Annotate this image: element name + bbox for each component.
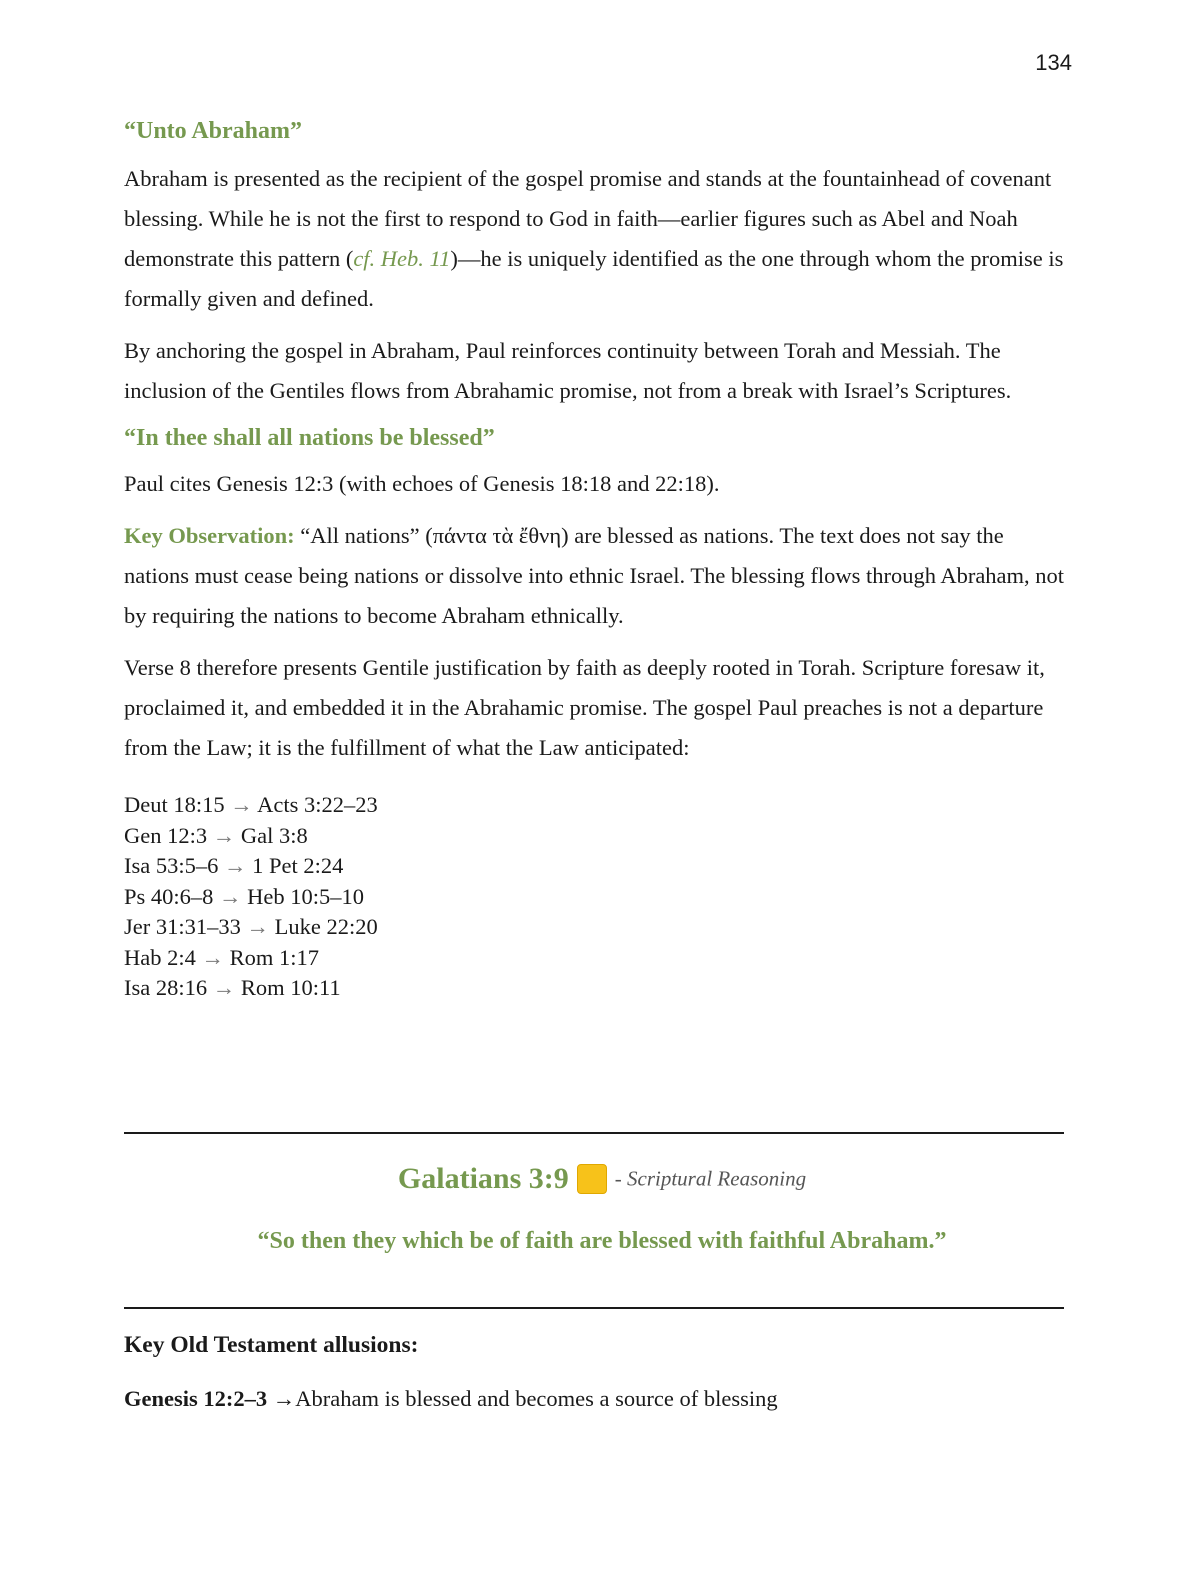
- reference-item: [124, 973, 1069, 1004]
- divider-top: [124, 1132, 1064, 1134]
- verse-title: Galatians 3:9: [397, 1162, 569, 1195]
- cross-reference-hebrews: cf. Heb. 11: [353, 246, 451, 271]
- reference-item: [124, 912, 1069, 943]
- section-heading-nations-blessed: “In thee shall all nations be blessed”: [124, 425, 495, 451]
- allusion-item: [124, 1386, 1069, 1412]
- reference-to: Heb 10:5–10: [247, 883, 365, 909]
- reference-to: Rom 10:11: [240, 975, 341, 1000]
- reference-to: Gal 3:8: [240, 822, 308, 848]
- paragraph-key-observation: [124, 516, 1069, 636]
- arrow-right-icon: →: [201, 944, 224, 970]
- arrow-right-icon: →: [224, 853, 247, 878]
- reference-to: Acts 3:22–23: [257, 792, 378, 817]
- reference-item: [124, 851, 1069, 882]
- arrow-right-icon: →: [272, 1386, 296, 1411]
- arrow-right-icon: →: [212, 975, 236, 1000]
- paragraph-anchoring-gospel: By anchoring the gospel in Abraham, Paul reinforces continuity between Torah and Messiah. The inclusion of the Gentiles flows from Abrahamic promise, not from a break with Israel’s Scriptures.: [124, 338, 1012, 403]
- verse-subtitle: - Scriptural Reasoning: [614, 1166, 807, 1191]
- reference-item: [124, 790, 1069, 821]
- reference-to: Luke 22:20: [274, 914, 378, 939]
- arrow-right-icon: →: [230, 792, 253, 817]
- reference-from: Ps 40:6–8: [124, 883, 214, 909]
- paragraph-text: Abraham is presented as the recipient of the gospel promise and stands at the fountainhead of covenant blessing. While he is not the first to respond to God in faith—earlier figures such as Abel and Noah demonstrate this pattern (: [124, 166, 1052, 271]
- reference-from: Deut 18:15: [124, 792, 225, 817]
- paragraph-text: )—he is uniquely identified as the one through whom the promise is formally given and defined.: [124, 246, 1064, 311]
- reference-from: Hab 2:4: [124, 944, 196, 970]
- section-heading-unto-abraham: “Unto Abraham”: [124, 118, 303, 144]
- arrow-right-icon: →: [219, 883, 242, 909]
- allusions-label: Key Old Testament allusions:: [124, 1332, 419, 1358]
- reference-to: Rom 1:17: [229, 944, 320, 970]
- arrow-right-icon: →: [246, 914, 269, 939]
- reference-from: Gen 12:3: [124, 822, 208, 848]
- reference-item: [124, 882, 1069, 913]
- key-observation-label: Key Observation:: [124, 523, 295, 548]
- reference-item: [124, 821, 1069, 852]
- reference-from: Isa 53:5–6: [124, 853, 219, 878]
- reference-from: Jer 31:31–33: [124, 914, 241, 939]
- page-number: 134: [1035, 50, 1072, 75]
- reference-list: [124, 790, 1069, 1004]
- paragraph-genesis-citation: Paul cites Genesis 12:3 (with echoes of Genesis 18:18 and 22:18).: [124, 471, 720, 496]
- paragraph-abraham-recipient: [124, 159, 1069, 319]
- key-observation-text: “All nations” (πάντα τὰ ἔθνη) are blessed as nations. The text does not say the nations must cease being nations or dissolve into ethnic Israel. The blessing flows through Abraham, not by requiring the nations to become Abraham ethnically.: [124, 523, 1065, 628]
- divider-bottom: [124, 1307, 1064, 1309]
- reference-item: [124, 943, 1069, 974]
- verse-quote: “So then they which be of faith are blessed with faithful Abraham.”: [257, 1228, 947, 1254]
- reference-from: Isa 28:16: [124, 975, 208, 1000]
- yellow-square-icon: [577, 1164, 607, 1194]
- allusion-ref: Genesis 12:2–3: [124, 1386, 268, 1411]
- paragraph-verse-8-summary: Verse 8 therefore presents Gentile justification by faith as deeply rooted in Torah. Scripture foresaw it, proclaimed it, and embedded it in the Abrahamic promise. The gospel Paul preaches is not a departure from the Law; it is the fulfillment of what the Law anticipated:: [124, 655, 1045, 760]
- allusion-text: Abraham is blessed and becomes a source of blessing: [295, 1386, 778, 1411]
- reference-to: 1 Pet 2:24: [252, 853, 344, 878]
- verse-header: [0, 1162, 1204, 1196]
- main-content: [124, 118, 1069, 1004]
- arrow-right-icon: →: [212, 822, 236, 848]
